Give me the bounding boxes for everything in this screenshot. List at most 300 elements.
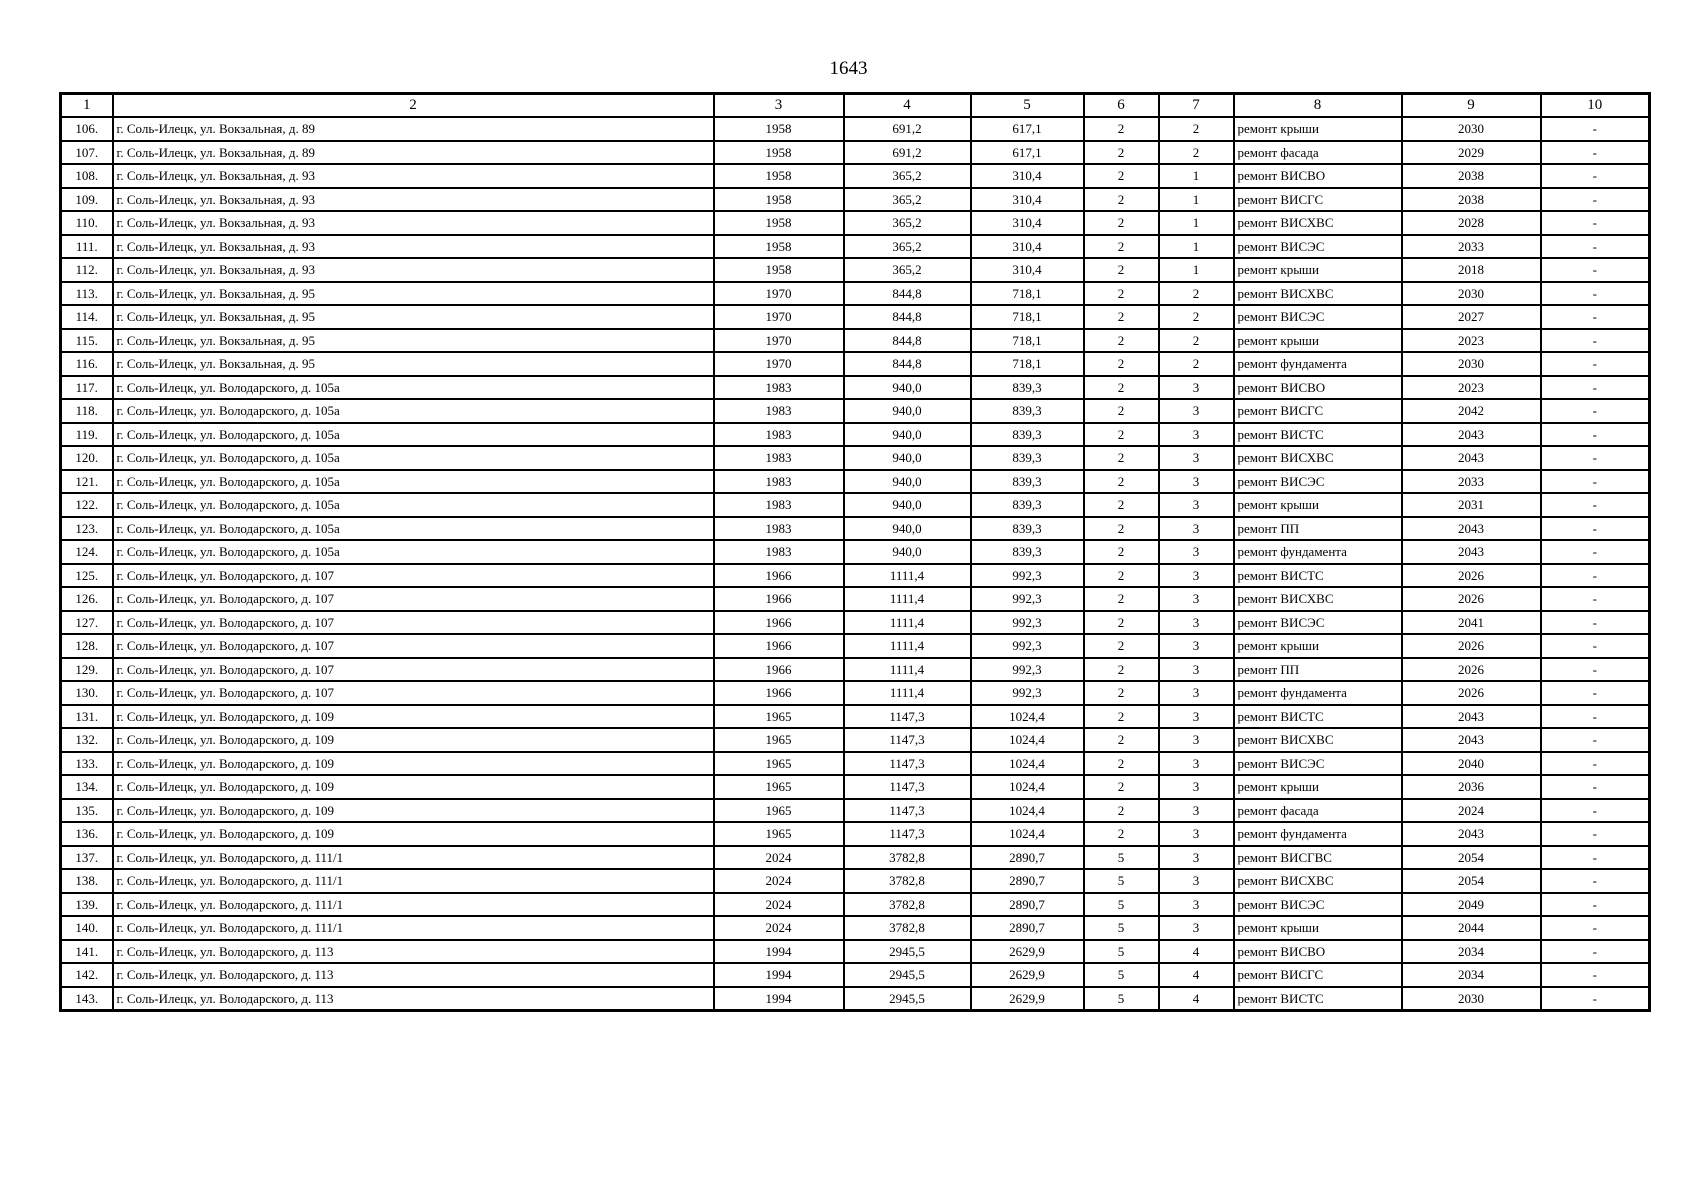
entrances-cell: 3 [1159, 446, 1234, 470]
floors-cell: 2 [1084, 658, 1159, 682]
work-type-cell: ремонт крыши [1234, 117, 1402, 141]
note-cell: - [1541, 540, 1650, 564]
floors-cell: 2 [1084, 446, 1159, 470]
planned-year-cell: 2038 [1402, 164, 1541, 188]
floors-cell: 5 [1084, 987, 1159, 1011]
planned-year-cell: 2029 [1402, 141, 1541, 165]
living-area-cell: 718,1 [971, 305, 1084, 329]
living-area-cell: 617,1 [971, 117, 1084, 141]
entrances-cell: 3 [1159, 799, 1234, 823]
row-number-cell: 139. [61, 893, 113, 917]
planned-year-cell: 2043 [1402, 705, 1541, 729]
note-cell: - [1541, 141, 1650, 165]
address-cell: г. Соль-Илецк, ул. Володарского, д. 105а [113, 399, 714, 423]
work-type-cell: ремонт ВИСХВС [1234, 282, 1402, 306]
floors-cell: 2 [1084, 775, 1159, 799]
entrances-cell: 3 [1159, 775, 1234, 799]
year-built-cell: 1958 [714, 164, 844, 188]
planned-year-cell: 2036 [1402, 775, 1541, 799]
note-cell: - [1541, 282, 1650, 306]
floors-cell: 5 [1084, 846, 1159, 870]
planned-year-cell: 2034 [1402, 940, 1541, 964]
entrances-cell: 3 [1159, 470, 1234, 494]
total-area-cell: 844,8 [844, 282, 971, 306]
note-cell: - [1541, 164, 1650, 188]
total-area-cell: 3782,8 [844, 916, 971, 940]
note-cell: - [1541, 846, 1650, 870]
row-number-cell: 118. [61, 399, 113, 423]
address-cell: г. Соль-Илецк, ул. Володарского, д. 111/1 [113, 846, 714, 870]
entrances-cell: 3 [1159, 728, 1234, 752]
entrances-cell: 1 [1159, 258, 1234, 282]
planned-year-cell: 2030 [1402, 352, 1541, 376]
row-number-cell: 124. [61, 540, 113, 564]
address-cell: г. Соль-Илецк, ул. Володарского, д. 107 [113, 681, 714, 705]
living-area-cell: 310,4 [971, 258, 1084, 282]
table-row [61, 258, 1650, 282]
row-number-cell: 111. [61, 235, 113, 259]
year-built-cell: 2024 [714, 846, 844, 870]
row-number-cell: 132. [61, 728, 113, 752]
table-row [61, 752, 1650, 776]
note-cell: - [1541, 987, 1650, 1011]
floors-cell: 2 [1084, 728, 1159, 752]
table-row [61, 728, 1650, 752]
living-area-cell: 310,4 [971, 211, 1084, 235]
header-cell: 2 [113, 94, 714, 118]
planned-year-cell: 2049 [1402, 893, 1541, 917]
table-row [61, 470, 1650, 494]
entrances-cell: 3 [1159, 423, 1234, 447]
header-cell: 8 [1234, 94, 1402, 118]
note-cell: - [1541, 399, 1650, 423]
floors-cell: 5 [1084, 893, 1159, 917]
year-built-cell: 1970 [714, 282, 844, 306]
table-row [61, 963, 1650, 987]
note-cell: - [1541, 916, 1650, 940]
entrances-cell: 4 [1159, 940, 1234, 964]
living-area-cell: 718,1 [971, 329, 1084, 353]
row-number-cell: 125. [61, 564, 113, 588]
address-cell: г. Соль-Илецк, ул. Володарского, д. 109 [113, 822, 714, 846]
row-number-cell: 110. [61, 211, 113, 235]
living-area-cell: 2890,7 [971, 893, 1084, 917]
year-built-cell: 1958 [714, 258, 844, 282]
living-area-cell: 2890,7 [971, 846, 1084, 870]
entrances-cell: 3 [1159, 634, 1234, 658]
note-cell: - [1541, 423, 1650, 447]
address-cell: г. Соль-Илецк, ул. Володарского, д. 105а [113, 470, 714, 494]
table-row [61, 822, 1650, 846]
floors-cell: 2 [1084, 822, 1159, 846]
work-type-cell: ремонт фундамента [1234, 822, 1402, 846]
living-area-cell: 839,3 [971, 517, 1084, 541]
floors-cell: 2 [1084, 164, 1159, 188]
work-type-cell: ремонт крыши [1234, 634, 1402, 658]
work-type-cell: ремонт ВИСТС [1234, 987, 1402, 1011]
table-row [61, 564, 1650, 588]
living-area-cell: 992,3 [971, 611, 1084, 635]
address-cell: г. Соль-Илецк, ул. Вокзальная, д. 95 [113, 282, 714, 306]
total-area-cell: 940,0 [844, 446, 971, 470]
table-row [61, 940, 1650, 964]
floors-cell: 2 [1084, 705, 1159, 729]
note-cell: - [1541, 329, 1650, 353]
total-area-cell: 844,8 [844, 329, 971, 353]
planned-year-cell: 2042 [1402, 399, 1541, 423]
total-area-cell: 940,0 [844, 470, 971, 494]
planned-year-cell: 2043 [1402, 423, 1541, 447]
address-cell: г. Соль-Илецк, ул. Володарского, д. 105а [113, 493, 714, 517]
total-area-cell: 940,0 [844, 517, 971, 541]
table-row [61, 211, 1650, 235]
work-type-cell: ремонт фундамента [1234, 540, 1402, 564]
total-area-cell: 2945,5 [844, 940, 971, 964]
note-cell: - [1541, 963, 1650, 987]
living-area-cell: 839,3 [971, 399, 1084, 423]
living-area-cell: 718,1 [971, 282, 1084, 306]
entrances-cell: 2 [1159, 141, 1234, 165]
year-built-cell: 2024 [714, 869, 844, 893]
note-cell: - [1541, 822, 1650, 846]
work-type-cell: ремонт ВИСГВС [1234, 846, 1402, 870]
year-built-cell: 1983 [714, 517, 844, 541]
note-cell: - [1541, 117, 1650, 141]
entrances-cell: 2 [1159, 329, 1234, 353]
year-built-cell: 1983 [714, 540, 844, 564]
header-row [61, 94, 1650, 118]
total-area-cell: 1111,4 [844, 634, 971, 658]
total-area-cell: 691,2 [844, 141, 971, 165]
planned-year-cell: 2030 [1402, 282, 1541, 306]
floors-cell: 2 [1084, 258, 1159, 282]
floors-cell: 5 [1084, 869, 1159, 893]
address-cell: г. Соль-Илецк, ул. Володарского, д. 107 [113, 587, 714, 611]
address-cell: г. Соль-Илецк, ул. Володарского, д. 105а [113, 376, 714, 400]
year-built-cell: 1966 [714, 634, 844, 658]
table-row [61, 611, 1650, 635]
header-cell: 7 [1159, 94, 1234, 118]
work-type-cell: ремонт ВИСЭС [1234, 305, 1402, 329]
row-number-cell: 138. [61, 869, 113, 893]
note-cell: - [1541, 305, 1650, 329]
total-area-cell: 365,2 [844, 164, 971, 188]
entrances-cell: 2 [1159, 352, 1234, 376]
living-area-cell: 992,3 [971, 587, 1084, 611]
note-cell: - [1541, 446, 1650, 470]
entrances-cell: 4 [1159, 963, 1234, 987]
total-area-cell: 1111,4 [844, 564, 971, 588]
work-type-cell: ремонт ВИСТС [1234, 423, 1402, 447]
floors-cell: 2 [1084, 376, 1159, 400]
note-cell: - [1541, 799, 1650, 823]
work-type-cell: ремонт ВИСХВС [1234, 211, 1402, 235]
work-type-cell: ремонт ВИСГС [1234, 188, 1402, 212]
work-type-cell: ремонт ВИСЭС [1234, 752, 1402, 776]
table-row [61, 305, 1650, 329]
floors-cell: 2 [1084, 564, 1159, 588]
total-area-cell: 3782,8 [844, 869, 971, 893]
row-number-cell: 131. [61, 705, 113, 729]
table-row [61, 634, 1650, 658]
entrances-cell: 3 [1159, 681, 1234, 705]
address-cell: г. Соль-Илецк, ул. Володарского, д. 113 [113, 987, 714, 1011]
note-cell: - [1541, 258, 1650, 282]
note-cell: - [1541, 517, 1650, 541]
work-type-cell: ремонт ВИСЭС [1234, 611, 1402, 635]
living-area-cell: 992,3 [971, 634, 1084, 658]
table-row [61, 799, 1650, 823]
work-type-cell: ремонт фундамента [1234, 352, 1402, 376]
living-area-cell: 992,3 [971, 658, 1084, 682]
work-type-cell: ремонт ВИСВО [1234, 164, 1402, 188]
total-area-cell: 365,2 [844, 258, 971, 282]
address-cell: г. Соль-Илецк, ул. Вокзальная, д. 89 [113, 117, 714, 141]
address-cell: г. Соль-Илецк, ул. Володарского, д. 105а [113, 423, 714, 447]
row-number-cell: 121. [61, 470, 113, 494]
floors-cell: 2 [1084, 399, 1159, 423]
entrances-cell: 3 [1159, 705, 1234, 729]
entrances-cell: 1 [1159, 164, 1234, 188]
living-area-cell: 310,4 [971, 164, 1084, 188]
year-built-cell: 1966 [714, 611, 844, 635]
year-built-cell: 1958 [714, 188, 844, 212]
address-cell: г. Соль-Илецк, ул. Володарского, д. 113 [113, 963, 714, 987]
living-area-cell: 839,3 [971, 446, 1084, 470]
table-row [61, 681, 1650, 705]
table-row [61, 117, 1650, 141]
entrances-cell: 3 [1159, 376, 1234, 400]
row-number-cell: 127. [61, 611, 113, 635]
living-area-cell: 2629,9 [971, 940, 1084, 964]
total-area-cell: 1147,3 [844, 728, 971, 752]
row-number-cell: 123. [61, 517, 113, 541]
work-type-cell: ремонт ВИСГС [1234, 963, 1402, 987]
row-number-cell: 120. [61, 446, 113, 470]
year-built-cell: 1965 [714, 799, 844, 823]
year-built-cell: 1965 [714, 775, 844, 799]
row-number-cell: 113. [61, 282, 113, 306]
row-number-cell: 141. [61, 940, 113, 964]
note-cell: - [1541, 493, 1650, 517]
entrances-cell: 3 [1159, 658, 1234, 682]
year-built-cell: 1958 [714, 141, 844, 165]
living-area-cell: 992,3 [971, 564, 1084, 588]
total-area-cell: 940,0 [844, 399, 971, 423]
row-number-cell: 142. [61, 963, 113, 987]
year-built-cell: 1983 [714, 470, 844, 494]
work-type-cell: ремонт ВИСТС [1234, 705, 1402, 729]
floors-cell: 2 [1084, 423, 1159, 447]
note-cell: - [1541, 352, 1650, 376]
planned-year-cell: 2026 [1402, 658, 1541, 682]
work-type-cell: ремонт ВИСГС [1234, 399, 1402, 423]
address-cell: г. Соль-Илецк, ул. Вокзальная, д. 93 [113, 164, 714, 188]
planned-year-cell: 2043 [1402, 728, 1541, 752]
living-area-cell: 718,1 [971, 352, 1084, 376]
living-area-cell: 617,1 [971, 141, 1084, 165]
work-type-cell: ремонт ВИСХВС [1234, 587, 1402, 611]
table-row [61, 540, 1650, 564]
header-cell: 10 [1541, 94, 1650, 118]
living-area-cell: 839,3 [971, 540, 1084, 564]
address-cell: г. Соль-Илецк, ул. Володарского, д. 109 [113, 775, 714, 799]
address-cell: г. Соль-Илецк, ул. Володарского, д. 109 [113, 728, 714, 752]
floors-cell: 2 [1084, 540, 1159, 564]
planned-year-cell: 2038 [1402, 188, 1541, 212]
year-built-cell: 2024 [714, 893, 844, 917]
planned-year-cell: 2034 [1402, 963, 1541, 987]
table-row [61, 376, 1650, 400]
floors-cell: 2 [1084, 235, 1159, 259]
living-area-cell: 2890,7 [971, 916, 1084, 940]
entrances-cell: 3 [1159, 846, 1234, 870]
floors-cell: 5 [1084, 963, 1159, 987]
total-area-cell: 844,8 [844, 352, 971, 376]
total-area-cell: 940,0 [844, 540, 971, 564]
note-cell: - [1541, 211, 1650, 235]
living-area-cell: 839,3 [971, 493, 1084, 517]
row-number-cell: 130. [61, 681, 113, 705]
entrances-cell: 3 [1159, 893, 1234, 917]
address-cell: г. Соль-Илецк, ул. Вокзальная, д. 93 [113, 235, 714, 259]
work-type-cell: ремонт ВИСВО [1234, 376, 1402, 400]
living-area-cell: 310,4 [971, 188, 1084, 212]
table-row [61, 869, 1650, 893]
entrances-cell: 1 [1159, 235, 1234, 259]
note-cell: - [1541, 940, 1650, 964]
work-type-cell: ремонт крыши [1234, 775, 1402, 799]
total-area-cell: 3782,8 [844, 846, 971, 870]
table-row [61, 987, 1650, 1011]
year-built-cell: 1994 [714, 940, 844, 964]
planned-year-cell: 2054 [1402, 869, 1541, 893]
floors-cell: 2 [1084, 470, 1159, 494]
address-cell: г. Соль-Илецк, ул. Володарского, д. 111/1 [113, 869, 714, 893]
entrances-cell: 3 [1159, 540, 1234, 564]
note-cell: - [1541, 775, 1650, 799]
entrances-cell: 2 [1159, 117, 1234, 141]
year-built-cell: 1994 [714, 987, 844, 1011]
total-area-cell: 1147,3 [844, 752, 971, 776]
address-cell: г. Соль-Илецк, ул. Володарского, д. 109 [113, 752, 714, 776]
planned-year-cell: 2026 [1402, 587, 1541, 611]
work-type-cell: ремонт ВИСЭС [1234, 470, 1402, 494]
planned-year-cell: 2023 [1402, 329, 1541, 353]
total-area-cell: 1111,4 [844, 611, 971, 635]
year-built-cell: 1966 [714, 658, 844, 682]
entrances-cell: 1 [1159, 188, 1234, 212]
table-row [61, 846, 1650, 870]
work-type-cell: ремонт ВИСТС [1234, 564, 1402, 588]
table-row [61, 164, 1650, 188]
note-cell: - [1541, 728, 1650, 752]
entrances-cell: 3 [1159, 564, 1234, 588]
entrances-cell: 3 [1159, 399, 1234, 423]
total-area-cell: 2945,5 [844, 963, 971, 987]
year-built-cell: 1983 [714, 493, 844, 517]
year-built-cell: 1970 [714, 305, 844, 329]
note-cell: - [1541, 188, 1650, 212]
planned-year-cell: 2028 [1402, 211, 1541, 235]
planned-year-cell: 2043 [1402, 822, 1541, 846]
address-cell: г. Соль-Илецк, ул. Володарского, д. 113 [113, 940, 714, 964]
note-cell: - [1541, 564, 1650, 588]
work-type-cell: ремонт ВИСЭС [1234, 235, 1402, 259]
living-area-cell: 1024,4 [971, 705, 1084, 729]
address-cell: г. Соль-Илецк, ул. Володарского, д. 107 [113, 634, 714, 658]
planned-year-cell: 2043 [1402, 446, 1541, 470]
year-built-cell: 1958 [714, 117, 844, 141]
year-built-cell: 2024 [714, 916, 844, 940]
work-type-cell: ремонт крыши [1234, 916, 1402, 940]
living-area-cell: 1024,4 [971, 799, 1084, 823]
header-cell: 6 [1084, 94, 1159, 118]
address-cell: г. Соль-Илецк, ул. Володарского, д. 105а [113, 517, 714, 541]
work-type-cell: ремонт крыши [1234, 493, 1402, 517]
row-number-cell: 135. [61, 799, 113, 823]
work-type-cell: ремонт фундамента [1234, 681, 1402, 705]
planned-year-cell: 2018 [1402, 258, 1541, 282]
living-area-cell: 1024,4 [971, 775, 1084, 799]
row-number-cell: 126. [61, 587, 113, 611]
entrances-cell: 1 [1159, 211, 1234, 235]
year-built-cell: 1983 [714, 446, 844, 470]
year-built-cell: 1965 [714, 705, 844, 729]
entrances-cell: 3 [1159, 916, 1234, 940]
planned-year-cell: 2030 [1402, 987, 1541, 1011]
planned-year-cell: 2026 [1402, 564, 1541, 588]
total-area-cell: 2945,5 [844, 987, 971, 1011]
row-number-cell: 134. [61, 775, 113, 799]
total-area-cell: 1147,3 [844, 775, 971, 799]
work-type-cell: ремонт фасада [1234, 799, 1402, 823]
planned-year-cell: 2044 [1402, 916, 1541, 940]
floors-cell: 2 [1084, 799, 1159, 823]
entrances-cell: 2 [1159, 305, 1234, 329]
table-row [61, 893, 1650, 917]
address-cell: г. Соль-Илецк, ул. Вокзальная, д. 95 [113, 329, 714, 353]
floors-cell: 2 [1084, 305, 1159, 329]
living-area-cell: 992,3 [971, 681, 1084, 705]
year-built-cell: 1970 [714, 352, 844, 376]
table-row [61, 658, 1650, 682]
entrances-cell: 2 [1159, 282, 1234, 306]
address-cell: г. Соль-Илецк, ул. Володарского, д. 107 [113, 564, 714, 588]
address-cell: г. Соль-Илецк, ул. Володарского, д. 111/1 [113, 916, 714, 940]
header-cell: 1 [61, 94, 113, 118]
living-area-cell: 2890,7 [971, 869, 1084, 893]
floors-cell: 2 [1084, 634, 1159, 658]
entrances-cell: 3 [1159, 493, 1234, 517]
table-row [61, 423, 1650, 447]
table-row [61, 705, 1650, 729]
row-number-cell: 108. [61, 164, 113, 188]
row-number-cell: 114. [61, 305, 113, 329]
planned-year-cell: 2024 [1402, 799, 1541, 823]
planned-year-cell: 2030 [1402, 117, 1541, 141]
total-area-cell: 3782,8 [844, 893, 971, 917]
floors-cell: 5 [1084, 916, 1159, 940]
entrances-cell: 3 [1159, 822, 1234, 846]
total-area-cell: 844,8 [844, 305, 971, 329]
address-cell: г. Соль-Илецк, ул. Володарского, д. 105а [113, 540, 714, 564]
row-number-cell: 136. [61, 822, 113, 846]
total-area-cell: 1147,3 [844, 822, 971, 846]
table-row [61, 188, 1650, 212]
total-area-cell: 691,2 [844, 117, 971, 141]
year-built-cell: 1966 [714, 587, 844, 611]
